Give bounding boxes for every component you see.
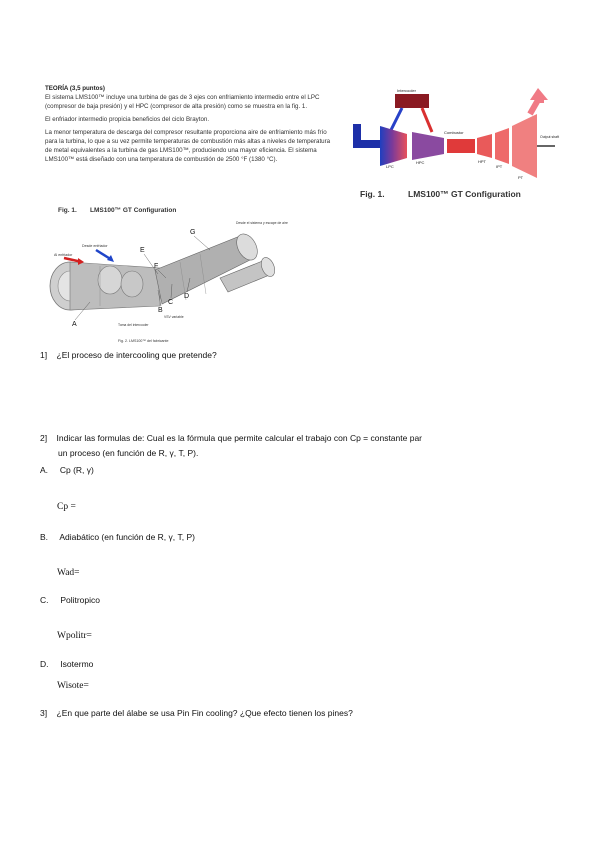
item-c-text: Politropico: [60, 595, 100, 605]
letter-a: A: [72, 321, 77, 328]
question-1: [40, 350, 217, 360]
intercooler-cold-arrow: [390, 108, 402, 132]
hpt-label: HPT: [478, 159, 486, 164]
exhaust-arrowhead: [530, 88, 548, 100]
fig1-right-caption-title: LMS100™ GT Configuration: [408, 189, 521, 199]
item-b-letter: B.: [40, 532, 49, 542]
intercooler-box: [395, 94, 429, 108]
fig1-right-caption: [360, 189, 521, 199]
callout-intercooler: Toma del intercooler: [118, 323, 149, 327]
hpc-section: [412, 132, 444, 160]
theory-paragraph-3: La menor temperatura de descarga del compresor resultante proporciona aire de enfriamiento más frío para la turbina, lo que a su vez permite temperaturas de combustión más altas a niveles de temperatura de metal equivalentes a la turbina de gas LMS100™, produciendo una mayor eficiencia. El sistema LMS100™ está diseñado con una temperatura de combustión de 2500 °F (1380 °C).: [45, 129, 331, 163]
combustor-label: Combustor: [444, 130, 464, 135]
theory-paragraph-1: El sistema LMS100™ incluye una turbina de gas de 3 ejes con enfriamiento intermedio entre el LPC (compresor de baja presión) y el HPC (compresor de alta presión) como se muestra en la fig. 1.: [45, 94, 320, 110]
ipt-label: IPT: [496, 164, 503, 169]
letter-g: G: [190, 229, 196, 236]
ipt-section: [495, 128, 509, 164]
formula-wisote: Wisote=: [57, 681, 89, 691]
engine-bottom-caption: Fig. 2. LMS100™ del fabricante: [118, 339, 169, 343]
question-1-number: 1]: [40, 350, 48, 360]
item-b-text: Adiabático (en función de R, γ, T, P): [59, 532, 195, 542]
fig1-left-caption-title: LMS100™ GT Configuration: [90, 207, 177, 214]
question-3: [40, 708, 353, 718]
formula-wpolitr: Wpolitr=: [57, 631, 92, 641]
output-shaft-label: Output shaft: [540, 135, 560, 139]
theory-block: [45, 84, 335, 164]
engine-body: [50, 230, 277, 310]
question-2-number: 2]: [40, 433, 48, 443]
formula-wad: Wad=: [57, 568, 80, 578]
pt-section: [512, 114, 537, 178]
letter-e: E: [140, 247, 145, 254]
question-3-number: 3]: [40, 708, 48, 718]
question-2: [40, 433, 422, 443]
lms100-configuration-diagram: [352, 86, 560, 206]
question-3-text: ¿En que parte del álabe se usa Pin Fin cooling? ¿Que efecto tienen los pines?: [56, 708, 353, 718]
inlet-arrow: [357, 124, 380, 144]
callout-cold: Desde enfriador: [82, 244, 108, 248]
item-d: [40, 659, 93, 669]
question-2-line-2: un proceso (en función de R, γ, T, P).: [58, 448, 199, 458]
letter-f: F: [154, 263, 159, 270]
item-a: [40, 465, 94, 475]
lpc-label: LPC: [386, 164, 394, 169]
fig1-right-caption-label: Fig. 1.: [360, 189, 385, 199]
item-d-text: Isotermo: [60, 659, 94, 669]
item-b: [40, 532, 195, 542]
letter-d: D: [184, 293, 190, 300]
fig1-left-caption: [58, 207, 176, 214]
letter-c: C: [168, 299, 174, 306]
theory-title: TEORÍA (3,5 puntos): [45, 85, 105, 92]
callout-variable: VSV variable: [164, 315, 184, 319]
theory-paragraph-2: El enfriador intermedio propicia beneficios del ciclo Brayton.: [45, 116, 210, 123]
callout-top-right: Desde el sistema y escape de aire: [236, 221, 288, 225]
item-a-text: Cp (R, γ): [59, 465, 94, 475]
intercooler-hot-arrow: [422, 108, 432, 132]
fig1-left-caption-label: Fig. 1.: [58, 207, 77, 214]
item-a-letter: A.: [40, 465, 49, 475]
question-1-text: ¿El proceso de intercooling que pretende?: [56, 350, 217, 360]
question-2-line-1: Indicar las formulas de: Cual es la fórmula que permite calcular el trabajo con Cp = constante par: [56, 433, 422, 443]
hpt-section: [477, 134, 492, 158]
combustor-section: [447, 139, 475, 153]
pt-label: PT: [518, 175, 524, 180]
item-c: [40, 595, 100, 605]
intercooler-label: Intercooler: [397, 88, 416, 93]
letter-b: B: [158, 307, 163, 314]
item-c-letter: C.: [40, 595, 49, 605]
exhaust-arrow: [530, 100, 544, 114]
engine-illustration: [40, 218, 295, 348]
formula-cp: Cp =: [57, 502, 76, 512]
item-d-letter: D.: [40, 659, 49, 669]
hpc-label: HPC: [416, 160, 425, 165]
lpc-section: [380, 126, 407, 166]
callout-hot: Al enfriador: [54, 253, 73, 257]
